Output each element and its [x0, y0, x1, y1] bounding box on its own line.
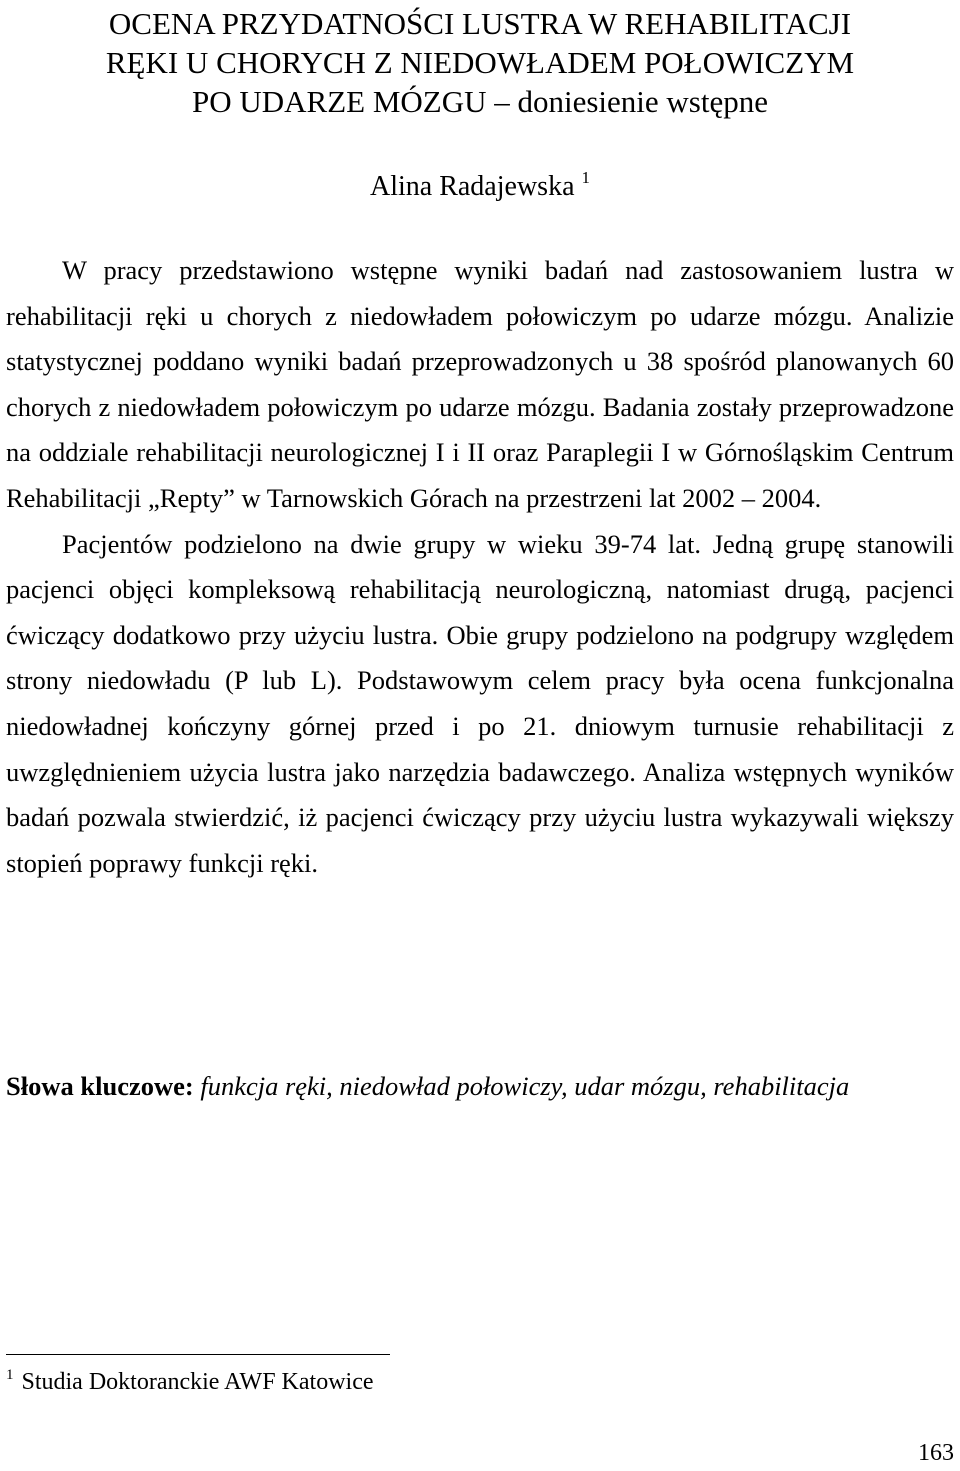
abstract-paragraph: W pracy przedstawiono wstępne wyniki badań nad zastosowaniem lustra w rehabilitacji ręki u chorych z niedowładem połowiczym po udarze mózgu. Analizie statystycznej poddano wyniki badań przeprowadzonych u 38 spośród planowanych 60 chorych z niedowładem połowiczym po udarze mózgu. Badania zostały przeprowadzone na oddziale rehabilitacji neurologicznej I i II oraz Paraplegii I w Górnośląskim Centrum Rehabilitacji „Repty” w Tarnowskich Górach na przestrzeni lat 2002 – 2004. — [6, 255, 954, 513]
footnote-text: Studia Doktoranckie AWF Katowice — [21, 1369, 374, 1395]
footnote — [6, 1367, 374, 1397]
abstract — [6, 248, 954, 886]
author-footnote-mark: 1 — [581, 168, 590, 187]
title-line: PO UDARZE MÓZGU – doniesienie wstępne — [191, 84, 768, 119]
keywords — [6, 1063, 954, 1109]
keywords-list: funkcja ręki, niedowład połowiczy, udar mózgu, rehabilitacja — [200, 1071, 850, 1101]
author-line — [0, 170, 960, 204]
footnote-mark: 1 — [6, 1367, 14, 1383]
title-line: OCENA PRZYDATNOŚCI LUSTRA W REHABILITACJI — [108, 6, 852, 41]
keywords-label: Słowa kluczowe: — [6, 1071, 194, 1101]
page-number: 163 — [918, 1440, 954, 1466]
abstract-paragraph: Pacjentów podzielono na dwie grupy w wieku 39-74 lat. Jedną grupę stanowili pacjenci objęci kompleksową rehabilitacją neurologiczną, natomiast drugą, pacjenci ćwiczący dodatkowo przy użyciu lustra. Obie grupy podzielono na podgrupy względem strony niedowładu (P lub L). Podstawowym celem pracy była ocena funkcjonalna niedowładnej kończyny górnej przed i po 21. dniowym turnusie rehabilitacji z uwzględnieniem użycia lustra jako narzędzia badawczego. Analiza wstępnych wyników badań pozwala stwierdzić, iż pacjenci ćwiczący przy użyciu lustra wykazywali większy stopień poprawy funkcji ręki. — [6, 528, 954, 878]
paper-title — [0, 4, 960, 121]
footnote-divider — [6, 1354, 390, 1355]
author-name: Alina Radajewska — [370, 171, 575, 202]
title-line: RĘKI U CHORYCH Z NIEDOWŁADEM POŁOWICZYM — [105, 45, 855, 80]
